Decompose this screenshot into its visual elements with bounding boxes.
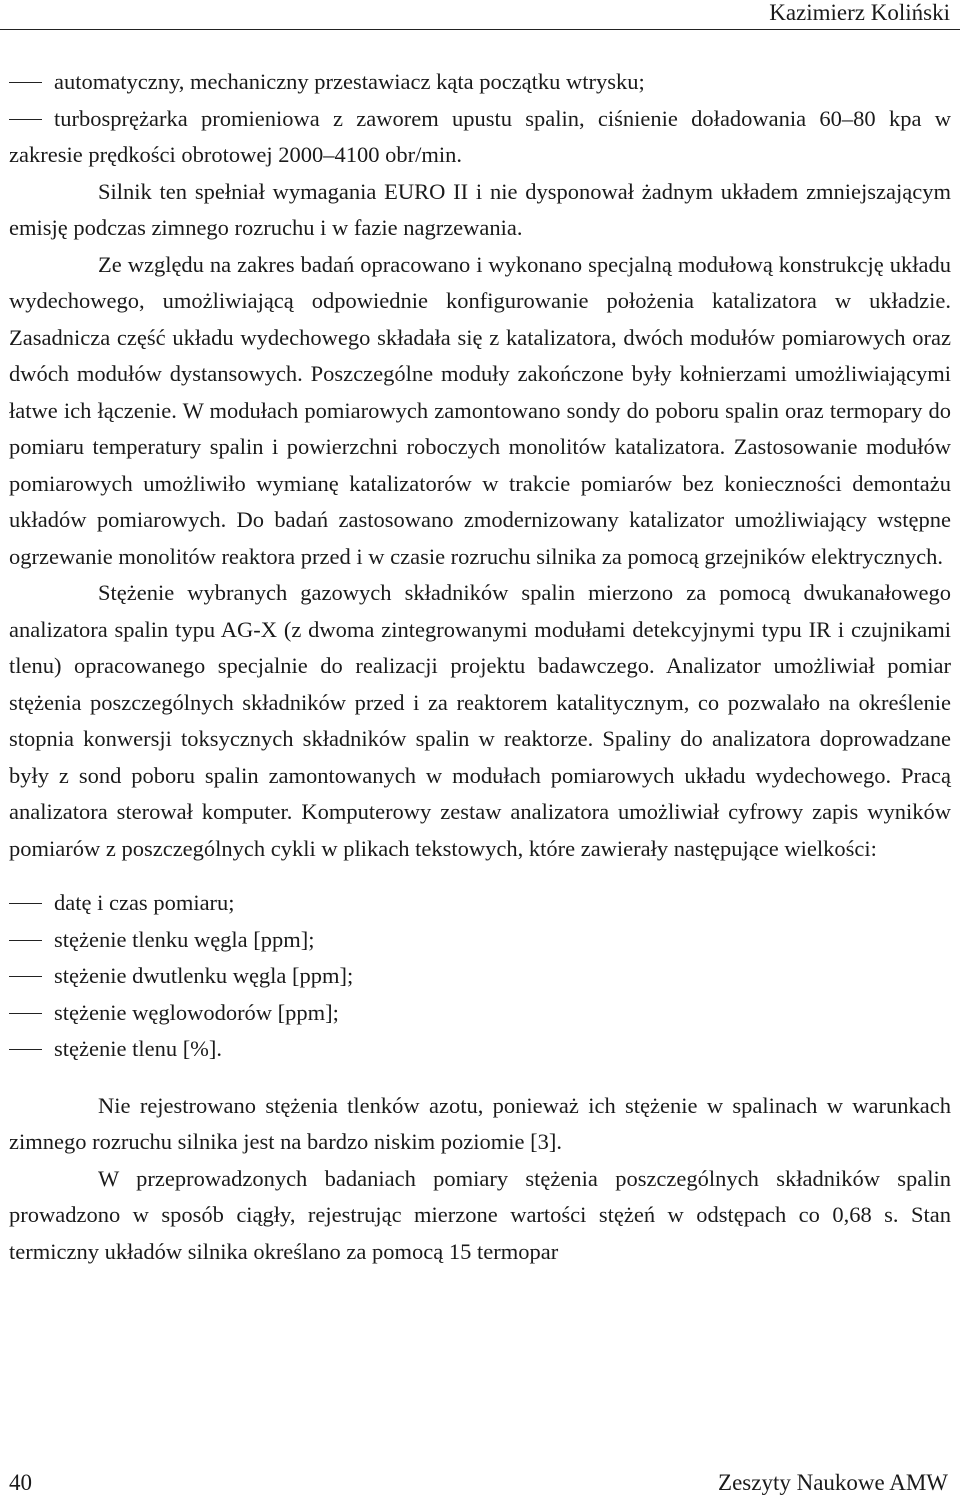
header-author: Kazimierz Koliński bbox=[769, 0, 950, 25]
list-item bbox=[9, 101, 951, 174]
paragraph: Nie rejestrowano stężenia tlenków azotu, ponieważ ich stężenie w spalinach w warunkach zimnego rozruchu silnika jest na bardzo niskim poziomie [3]. bbox=[9, 1092, 951, 1154]
spacer bbox=[9, 1068, 951, 1088]
dash-bullet bbox=[9, 958, 52, 995]
dash-bullet bbox=[9, 995, 52, 1032]
dash-bullet bbox=[9, 922, 52, 959]
running-header bbox=[0, 0, 960, 30]
list-item-text: stężenie tlenu [%]. bbox=[54, 1036, 223, 1061]
page-number: 40 bbox=[9, 1470, 32, 1495]
list-item-text: turbosprężarka promieniowa z zaworem upustu spalin, ciśnienie doładowania 60–80 kpa w zakresie prędkości obrotowej 2000–4100 obr/min. bbox=[9, 105, 951, 167]
paragraph: W przeprowadzonych badaniach pomiary stężenia poszczególnych składników spalin prowadzono w sposób ciągły, rejestrując mierzone wartości stężeń w odstępach co 0,68 s. Stan termiczny układów silnika określano za pomocą 15 termopar bbox=[9, 1165, 951, 1264]
list-item bbox=[9, 1031, 951, 1068]
list-item bbox=[9, 922, 951, 959]
dash-bullet bbox=[9, 1031, 52, 1068]
dash-bullet bbox=[9, 64, 52, 101]
list-item bbox=[9, 958, 951, 995]
spacer bbox=[9, 867, 951, 885]
list-item bbox=[9, 885, 951, 922]
list-item-text: stężenie dwutlenku węgla [ppm]; bbox=[54, 963, 354, 988]
list-item-text: stężenie węglowodorów [ppm]; bbox=[54, 999, 339, 1025]
paragraph: Stężenie wybranych gazowych składników spalin mierzono za pomocą dwukanałowego analizatora spalin typu AG-X (z dwoma zintegrowanymi modułami detekcyjnymi typu IR i czujnikami tlenu) opracowanego specjalnie do realizacji projektu badawczego. Analizator umożliwiał pomiar stężenia poszczególnych składników przed i za reaktorem katalitycznym, co pozwalało na określenie stopnia konwersji toksycznych składników spalin w reaktorze. Spaliny do analizatora doprowadzane były z sond poboru spalin zamontowanych w modułach pomiarowych układu wydechowego. Pracą analizatora sterował komputer. Komputerowy zestaw analizatora umożliwiał cyfrowy zapis wyników pomiarów z poszczególnych cykli w plikach tekstowych, które zawierały następujące wielkości: bbox=[9, 580, 951, 861]
list-item bbox=[9, 995, 951, 1032]
list-item bbox=[9, 64, 951, 101]
list-item-text: datę i czas pomiaru; bbox=[54, 890, 235, 915]
list-item-text: stężenie tlenku węgla [ppm]; bbox=[54, 926, 315, 952]
paragraph: Silnik ten spełniał wymagania EURO II i nie dysponował żadnym układem zmniejszającym emisję podczas zimnego rozruchu i w fazie nagrzewania. bbox=[9, 178, 951, 240]
paragraph: Ze względu na zakres badań opracowano i wykonano specjalną modułową konstrukcję układu wydechowego, umożliwiającą odpowiednie konfigurowanie położenia katalizatora w układzie. Zasadnicza część układu wydechowego składała się z katalizatora, dwóch modułów pomiarowych oraz dwóch modułów dystansowych. Poszczególne moduły zakończone były kołnierzami umożliwiającymi łatwe ich łączenie. W modułach pomiarowych zamontowano sondy do poboru spalin oraz termopary do pomiaru temperatury spalin i powierzchni roboczych monolitów katalizatora. Zastosowanie modułów pomiarowych umożliwiło wymianę katalizatorów w trakcie pomiarów bez konieczności demontażu układów pomiarowych. Do badań zastosowano zmodernizowany katalizator umożliwiający wstępne ogrzewanie monolitów reaktora przed i w czasie rozruchu silnika za pomocą grzejników elektrycznych. bbox=[9, 251, 951, 569]
list-item-text: automatyczny, mechaniczny przestawiacz kąta początku wtrysku; bbox=[54, 69, 645, 94]
dash-bullet bbox=[9, 885, 52, 922]
journal-name: Zeszyty Naukowe AMW bbox=[718, 1470, 948, 1495]
page-body bbox=[9, 64, 951, 1270]
